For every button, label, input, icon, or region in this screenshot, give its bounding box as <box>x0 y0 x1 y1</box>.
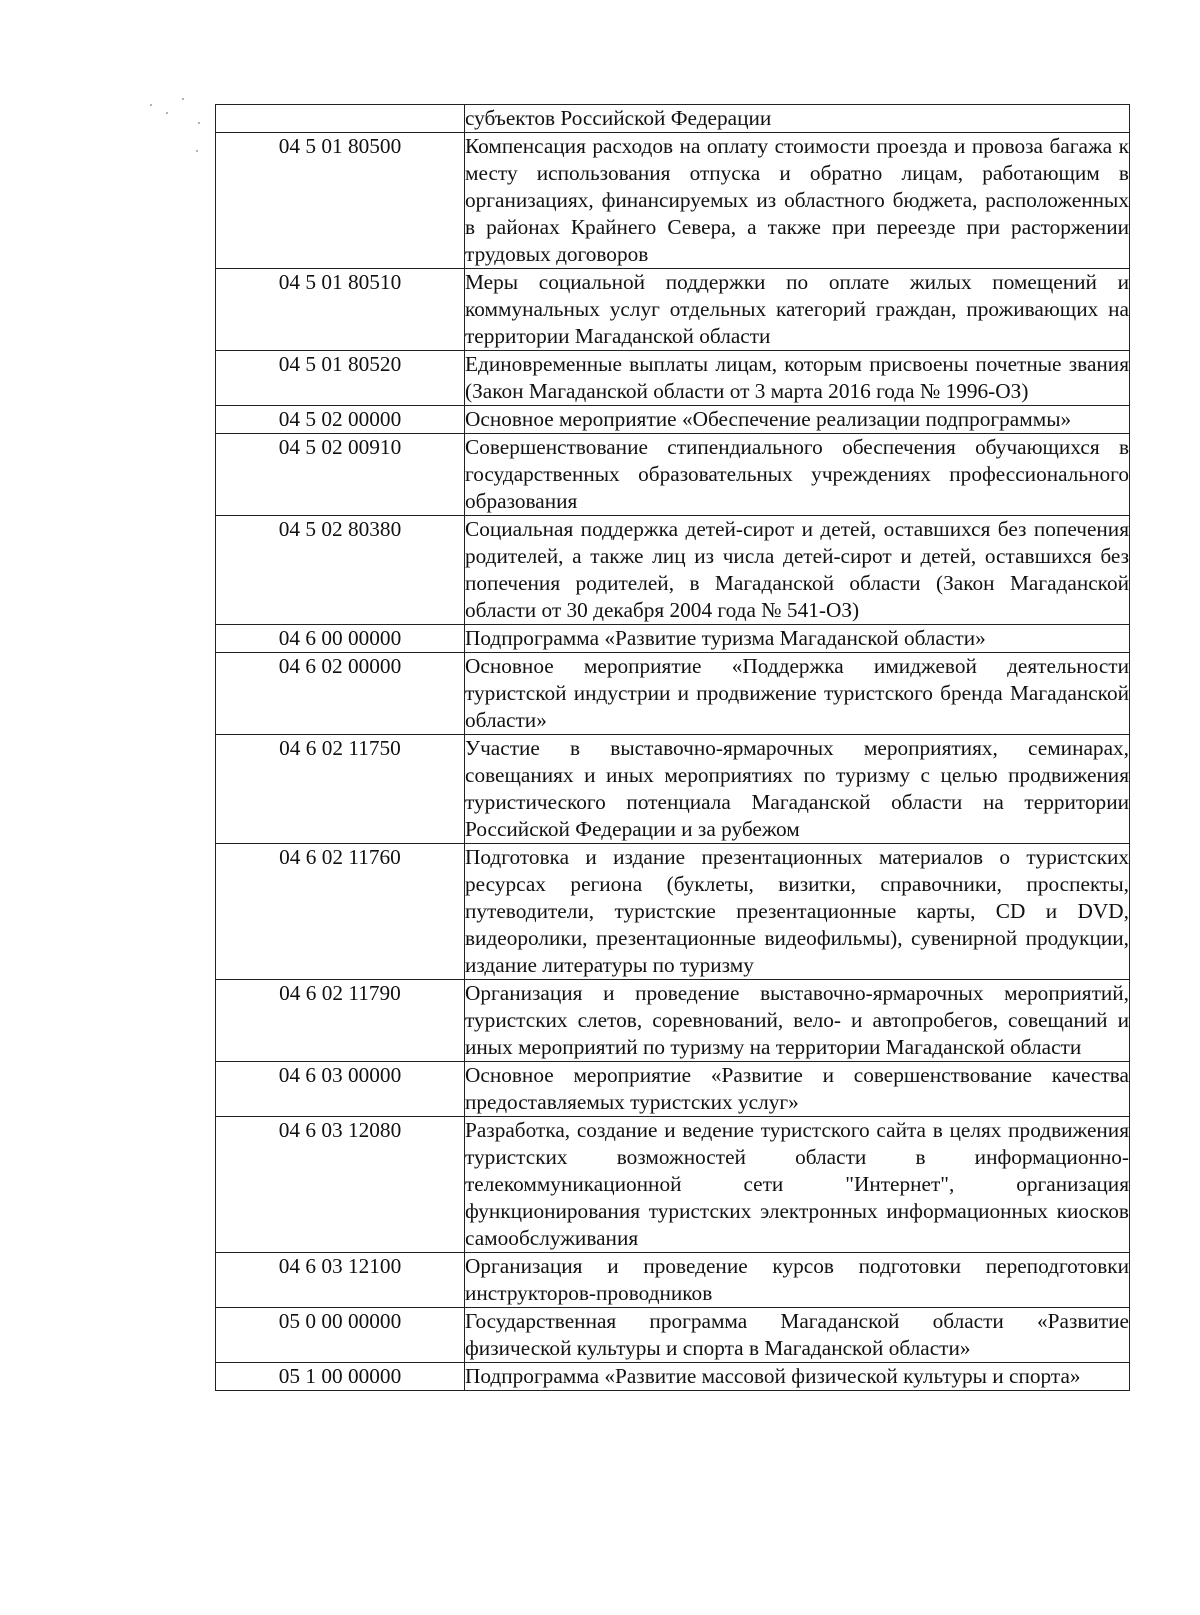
description-text: Разработка, создание и ведение туристского сайта в целях продвижения туристских возможностей области в информационно-телекоммуникационной сети "Интернет", организация функционирования туристских электронных информационных киосков самообслуживания <box>465 1118 1129 1250</box>
description-cell <box>465 434 1130 516</box>
table-row <box>216 1117 1130 1253</box>
description-text: Основное мероприятие «Обеспечение реализации подпрограммы» <box>465 407 1072 431</box>
description-cell <box>465 735 1130 844</box>
description-cell <box>465 406 1130 434</box>
description-text: Подготовка и издание презентационных материалов о туристских ресурсах региона (буклеты, визитки, справочники, проспекты, путеводители, туристские презентационные карты, CD и DVD, видеоролики, презентационные видеофильмы), сувенирной продукции, издание литературы по туризму <box>465 845 1129 977</box>
description-text: Социальная поддержка детей-сирот и детей, оставшихся без попечения родителей, а также лиц из числа детей-сирот и детей, оставшихся без попечения родителей, в Магаданской области (Закон Магаданской области от 30 декабря 2004 года № 541-ОЗ) <box>465 517 1129 622</box>
description-text: Основное мероприятие «Поддержка имиджевой деятельности туристской индустрии и продвижение туристского бренда Магаданской области» <box>465 654 1129 732</box>
description-text: Компенсация расходов на оплату стоимости проезда и провоза багажа к месту использования отпуска и обратно лицам, работающим в организациях, финансируемых из областного бюджета, расположенных в районах Крайнего Севера, а также при переезде при расторжении трудовых договоров <box>465 134 1129 266</box>
table-row <box>216 625 1130 653</box>
table-row <box>216 1062 1130 1117</box>
description-text: Участие в выставочно-ярмарочных мероприятиях, семинарах, совещаниях и иных мероприятиях по туризму с целью продвижения туристического потенциала Магаданской области на территории Российской Федерации и за рубежом <box>465 736 1129 841</box>
code-cell: 04 6 00 00000 <box>216 625 465 653</box>
table-row <box>216 105 1130 133</box>
table-row <box>216 980 1130 1062</box>
code-cell: 04 5 02 00910 <box>216 434 465 516</box>
code-cell: 04 5 02 00000 <box>216 406 465 434</box>
budget-classification-table <box>215 104 1130 1391</box>
table-row <box>216 516 1130 625</box>
table-row <box>216 844 1130 980</box>
code-cell: 04 6 03 00000 <box>216 1062 465 1117</box>
code-cell <box>216 105 465 133</box>
description-cell <box>465 625 1130 653</box>
description-text: Подпрограмма «Развитие туризма Магаданской области» <box>465 626 986 650</box>
scan-speck <box>166 112 168 114</box>
description-text: Меры социальной поддержки по оплате жилых помещений и коммунальных услуг отдельных категорий граждан, проживающих на территории Магаданской области <box>465 270 1129 348</box>
code-cell: 04 6 02 00000 <box>216 653 465 735</box>
description-text: Организация и проведение курсов подготовки переподготовки инструкторов-проводников <box>465 1254 1129 1305</box>
description-text: Организация и проведение выставочно-ярмарочных мероприятий, туристских слетов, соревнований, вело- и автопробегов, совещаний и иных мероприятий по туризму на территории Магаданской области <box>465 981 1129 1059</box>
code-cell: 04 5 01 80500 <box>216 133 465 269</box>
code-cell: 04 5 01 80510 <box>216 269 465 351</box>
table-row <box>216 735 1130 844</box>
description-cell <box>465 269 1130 351</box>
description-text: Подпрограмма «Развитие массовой физической культуры и спорта» <box>465 1364 1081 1388</box>
table-row <box>216 1363 1130 1391</box>
code-cell: 04 6 03 12080 <box>216 1117 465 1253</box>
code-cell: 04 5 02 80380 <box>216 516 465 625</box>
code-cell: 05 1 00 00000 <box>216 1363 465 1391</box>
table-row <box>216 434 1130 516</box>
table-row <box>216 133 1130 269</box>
scan-speck <box>182 98 184 100</box>
description-text: Основное мероприятие «Развитие и совершенствование качества предоставляемых туристских услуг» <box>465 1063 1129 1114</box>
code-cell: 04 6 02 11750 <box>216 735 465 844</box>
scan-speck <box>196 150 198 152</box>
scan-speck <box>198 122 200 124</box>
code-cell: 04 5 01 80520 <box>216 351 465 406</box>
code-cell: 05 0 00 00000 <box>216 1308 465 1363</box>
description-text: субъектов Российской Федерации <box>465 106 772 130</box>
description-text: Совершенствование стипендиального обеспечения обучающихся в государственных образовательных учреждениях профессионального образования <box>465 435 1129 513</box>
description-cell <box>465 1363 1130 1391</box>
table-row <box>216 351 1130 406</box>
table-row <box>216 1308 1130 1363</box>
table-row <box>216 406 1130 434</box>
description-cell <box>465 980 1130 1062</box>
description-cell <box>465 1253 1130 1308</box>
table-row <box>216 1253 1130 1308</box>
description-cell <box>465 351 1130 406</box>
description-cell <box>465 653 1130 735</box>
description-text: Единовременные выплаты лицам, которым присвоены почетные звания (Закон Магаданской области от 3 марта 2016 года № 1996-ОЗ) <box>465 352 1129 403</box>
description-cell <box>465 133 1130 269</box>
description-cell <box>465 1062 1130 1117</box>
code-cell: 04 6 03 12100 <box>216 1253 465 1308</box>
description-cell <box>465 516 1130 625</box>
description-cell <box>465 1117 1130 1253</box>
code-cell: 04 6 02 11790 <box>216 980 465 1062</box>
description-cell <box>465 844 1130 980</box>
table-row <box>216 653 1130 735</box>
description-cell <box>465 1308 1130 1363</box>
description-text: Государственная программа Магаданской области «Развитие физической культуры и спорта в Магаданской области» <box>465 1309 1129 1360</box>
description-cell <box>465 105 1130 133</box>
scan-speck <box>150 104 152 106</box>
table-row <box>216 269 1130 351</box>
code-cell: 04 6 02 11760 <box>216 844 465 980</box>
